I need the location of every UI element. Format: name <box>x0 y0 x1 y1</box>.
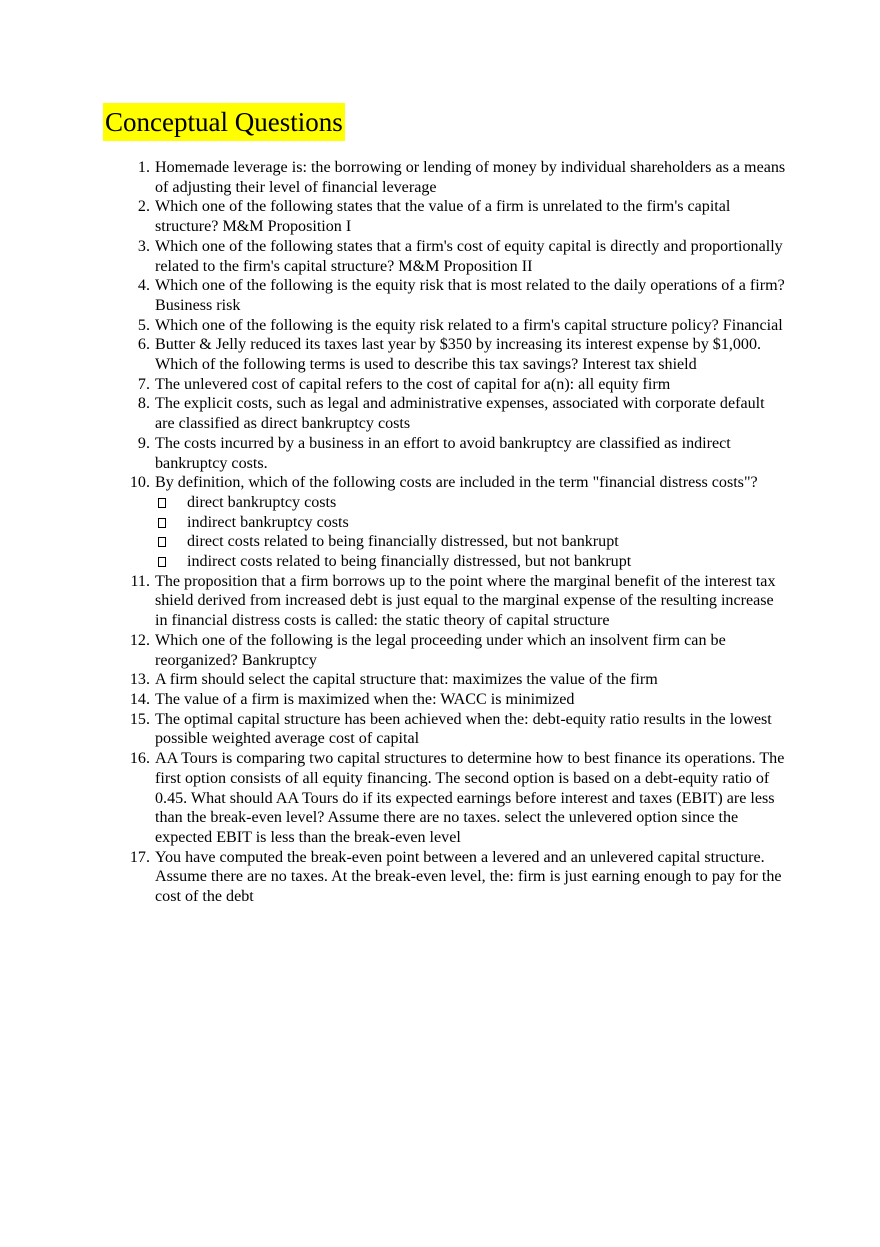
question-number: 16. <box>129 750 150 768</box>
page-title: Conceptual Questions <box>103 103 345 141</box>
question-number: 4. <box>137 277 150 295</box>
option-text: direct costs related to being financially distressed, but not bankrupt <box>187 533 619 551</box>
question-text: Butter & Jelly reduced its taxes last year by $350 by increasing its interest expense by $1,000. Which of the following terms is used to describe this tax savings? Interest tax shield <box>155 336 762 374</box>
question-item <box>127 710 787 749</box>
option-text: indirect bankruptcy costs <box>187 513 349 531</box>
question-item <box>127 276 787 315</box>
question-number: 1. <box>137 159 150 176</box>
question-text: AA Tours is comparing two capital structures to determine how to best finance its operations. The first option consists of all equity financing. The second option is based on a debt-equity ratio of 0.45. What should AA Tours do if its expected earnings before interest and taxes (EBIT) are less than the break-even level? Assume there are no taxes. select the unlevered option since the expected EBIT is less than the break-even level <box>155 750 785 846</box>
question-number: 13. <box>129 671 150 689</box>
question-item <box>127 237 787 276</box>
question-text: The optimal capital structure has been achieved when the: debt-equity ratio results in the lowest possible weighted average cost of capital <box>155 710 772 748</box>
question-number: 7. <box>137 375 150 393</box>
question-text: Which one of the following states that a firm's cost of equity capital is directly and proportionally related to the firm's capital structure? M&M Proposition II <box>155 237 783 275</box>
question-number: 17. <box>129 848 150 866</box>
question-item <box>127 572 787 631</box>
question-item <box>127 434 787 473</box>
question-item <box>127 473 787 572</box>
question-item <box>127 394 787 433</box>
question-text: The proposition that a firm borrows up to the point where the marginal benefit of the interest tax shield derived from increased debt is just equal to the marginal expense of the resulting increase in financial distress costs is called: the static theory of capital structure <box>155 572 776 630</box>
question-number: 11. <box>130 572 150 590</box>
question-item <box>127 749 787 848</box>
question-item <box>127 335 787 374</box>
question-text: The costs incurred by a business in an effort to avoid bankruptcy are classified as indirect bankruptcy costs. <box>155 434 731 472</box>
question-list <box>127 158 787 907</box>
option-item <box>155 532 787 552</box>
question-number: 9. <box>137 434 150 452</box>
question-item <box>127 670 787 690</box>
checkbox-square-icon <box>158 557 166 567</box>
question-number: 8. <box>137 395 150 413</box>
question-item <box>127 158 787 197</box>
option-list <box>155 493 787 572</box>
question-number: 3. <box>137 237 150 255</box>
question-item <box>127 375 787 395</box>
question-text: A firm should select the capital structure that: maximizes the value of the firm <box>155 671 658 689</box>
question-number: 14. <box>129 690 150 708</box>
question-item <box>127 848 787 907</box>
option-text: direct bankruptcy costs <box>187 493 337 511</box>
question-text: You have computed the break-even point between a levered and an unlevered capital structure. Assume there are no taxes. At the break-even level, the: firm is just earning enough to pay for the cost of the debt <box>155 848 782 906</box>
question-item <box>127 631 787 670</box>
question-number: 12. <box>129 631 150 649</box>
question-text: Which one of the following is the equity risk related to a firm's capital structure policy? Financial <box>155 316 783 334</box>
question-number: 15. <box>129 710 150 728</box>
question-number: 6. <box>137 336 150 354</box>
checkbox-square-icon <box>158 537 166 547</box>
option-item <box>155 493 787 513</box>
checkbox-square-icon <box>158 518 166 528</box>
question-number: 2. <box>137 198 150 216</box>
question-number: 10. <box>129 474 150 492</box>
question-text: The value of a firm is maximized when the: WACC is minimized <box>155 690 575 708</box>
option-item <box>155 552 787 572</box>
question-number: 5. <box>137 316 150 334</box>
option-text: indirect costs related to being financially distressed, but not bankrupt <box>187 553 632 571</box>
question-item <box>127 316 787 336</box>
question-item <box>127 690 787 710</box>
question-text: The unlevered cost of capital refers to the cost of capital for a(n): all equity firm <box>155 375 671 393</box>
checkbox-square-icon <box>158 498 166 508</box>
question-text: Which one of the following states that the value of a firm is unrelated to the firm's capital structure? M&M Proposition I <box>155 198 731 236</box>
question-item <box>127 197 787 236</box>
question-text: Which one of the following is the equity risk that is most related to the daily operations of a firm? Business risk <box>155 277 785 314</box>
option-item <box>155 513 787 533</box>
question-text: Homemade leverage is: the borrowing or lending of money by individual shareholders as a means of adjusting their level of financial leverage <box>155 159 786 196</box>
question-text: By definition, which of the following costs are included in the term "financial distress costs"? <box>155 474 758 492</box>
question-text: The explicit costs, such as legal and administrative expenses, associated with corporate default are classified as direct bankruptcy costs <box>155 395 765 433</box>
question-text: Which one of the following is the legal proceeding under which an insolvent firm can be reorganized? Bankruptcy <box>155 631 726 669</box>
